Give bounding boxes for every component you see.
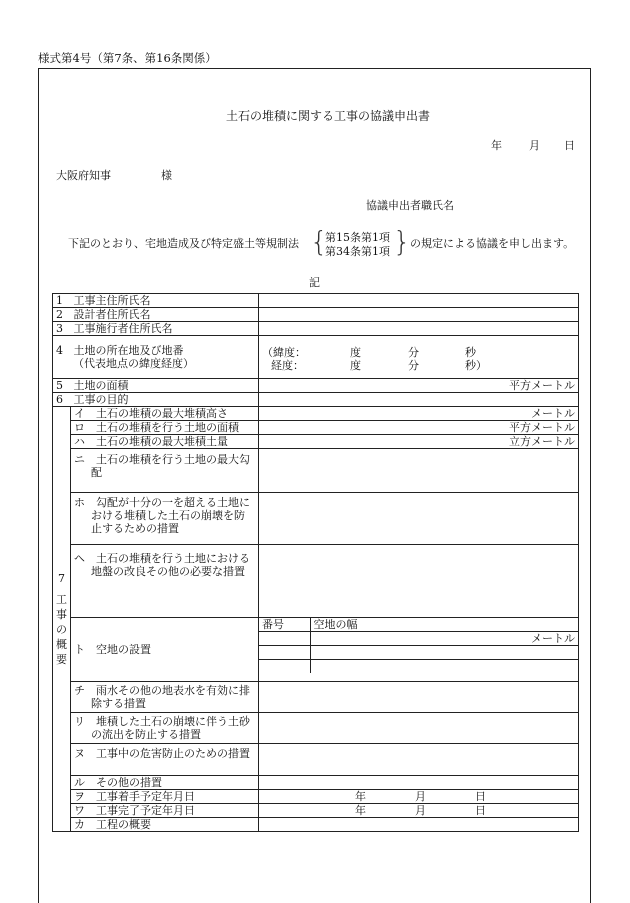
intro-text-post: の規定による協議を申し出ます。: [410, 237, 575, 250]
table-row: ワ 工事完了予定年月日 年 月 日: [53, 804, 579, 818]
vacant-width-cell[interactable]: [310, 660, 578, 674]
date-day: 日: [564, 139, 575, 152]
clause-a: 第15条第1項: [325, 231, 390, 244]
table-row: 7 工 事 の 概 要 イ 土石の堆積の最大堆積高さ メートル: [53, 407, 579, 421]
table-row: ヘ 土石の堆積を行う土地における地盤の改良その他の必要な措置: [53, 545, 579, 618]
page-title: 土石の堆積に関する工事の協議申出書: [226, 109, 431, 123]
col-width-header: 空地の幅: [310, 618, 578, 632]
item-label: 堆積した土石の崩壊に伴う土砂の流出を防止する措置: [91, 715, 250, 741]
application-table: [52, 293, 579, 832]
table-row: ホ 勾配が十分の一を超える土地における堆積した土石の崩壊を防止するための措置: [53, 493, 579, 545]
item-label: 土石の堆積の最大堆積高さ: [96, 407, 228, 420]
item-label: 工程の概要: [96, 818, 151, 831]
table-row: ト 空地の設置 番号 空地の幅 メートル: [53, 618, 579, 682]
row-sublabel: （代表地点の緯度経度）: [73, 357, 194, 370]
item-value[interactable]: [259, 776, 579, 790]
row-value[interactable]: [259, 322, 579, 336]
section7-label: 7 工 事 の 概 要: [53, 407, 71, 832]
item-label: 工事着手予定年月日: [96, 790, 195, 803]
end-date-value[interactable]: 年 月 日: [259, 804, 579, 818]
table-row: リ 堆積した土石の崩壊に伴う土砂の流出を防止する措置: [53, 713, 579, 744]
vacant-no-cell[interactable]: [259, 632, 310, 646]
table-row: 3 工事施行者住所氏名: [53, 322, 579, 336]
item-value[interactable]: [259, 818, 579, 832]
left-brace: {: [310, 225, 328, 258]
vacant-width-cell[interactable]: [310, 646, 578, 660]
right-brace: }: [393, 225, 411, 258]
item-label: その他の措置: [96, 776, 162, 789]
date-year: 年: [491, 139, 502, 152]
item-label: 土石の堆積の最大堆積土量: [96, 435, 228, 448]
item-value[interactable]: 立方メートル: [259, 435, 579, 449]
vacant-width-cell[interactable]: メートル: [310, 632, 578, 646]
item-label: 雨水その他の地表水を有効に排除する措置: [91, 684, 250, 710]
table-row: チ 雨水その他の地表水を有効に排除する措置: [53, 682, 579, 713]
form-number: 様式第4号（第7条、第16条関係）: [38, 51, 217, 65]
table-row: ロ 土石の堆積を行う土地の面積 平方メートル: [53, 421, 579, 435]
table-row: 6 工事の目的: [53, 393, 579, 407]
table-row: ニ 土石の堆積を行う土地の最大勾配: [53, 449, 579, 493]
item-value[interactable]: メートル: [259, 407, 579, 421]
item-value[interactable]: [259, 449, 579, 493]
row-label: 土地の所在地及び地番: [73, 344, 184, 357]
vacant-no-cell[interactable]: [259, 660, 310, 674]
item-label: 土石の堆積を行う土地における地盤の改良その他の必要な措置: [91, 552, 250, 578]
coordinates-value[interactable]: （緯度： 度 分 秒 経度： 度 分 秒）: [259, 336, 579, 379]
start-date-value[interactable]: 年 月 日: [259, 790, 579, 804]
table-row: ハ 土石の堆積の最大堆積土量 立方メートル: [53, 435, 579, 449]
col-number-header: 番号: [259, 618, 310, 632]
honorific: 様: [161, 169, 172, 182]
addressee: 大阪府知事: [56, 169, 111, 182]
item-label: 工事完了予定年月日: [96, 804, 195, 817]
vacant-land-grid: [259, 618, 579, 682]
item-value[interactable]: [259, 713, 579, 744]
intro-text-pre: 下記のとおり、宅地造成及び特定盛土等規制法: [68, 237, 299, 250]
date-month: 月: [529, 139, 540, 152]
clause-b: 第34条第1項: [325, 245, 390, 258]
applicant-label: 協議申出者職氏名: [366, 199, 454, 212]
table-row: ヲ 工事着手予定年月日 年 月 日: [53, 790, 579, 804]
item-value[interactable]: [259, 744, 579, 776]
table-row: 2 設計者住所氏名: [53, 308, 579, 322]
vacant-no-cell[interactable]: [259, 646, 310, 660]
table-row: 5 土地の面積 平方メートル: [53, 379, 579, 393]
item-label: 工事中の危害防止のための措置: [96, 747, 250, 760]
item-value[interactable]: [259, 545, 579, 618]
table-row: ル その他の措置: [53, 776, 579, 790]
row-label: 工事の目的: [73, 393, 129, 406]
row-label: 設計者住所氏名: [73, 308, 151, 321]
item-value[interactable]: [259, 493, 579, 545]
row-label: 工事主住所氏名: [73, 294, 151, 307]
row-value[interactable]: [259, 294, 579, 308]
item-value[interactable]: [259, 682, 579, 713]
item-label: 土石の堆積を行う土地の最大勾配: [91, 453, 250, 479]
item-label: 空地の設置: [96, 643, 151, 656]
table-row: 1 工事主住所氏名: [53, 294, 579, 308]
item-label: 土石の堆積を行う土地の面積: [96, 421, 239, 434]
row-value[interactable]: [259, 308, 579, 322]
ki-label: 記: [309, 276, 320, 289]
table-row: 4 土地の所在地及び地番 （代表地点の緯度経度） （緯度： 度 分 秒 経度： 度 分 秒）: [53, 336, 579, 379]
row-label: 土地の面積: [73, 379, 129, 392]
item-value[interactable]: 平方メートル: [259, 421, 579, 435]
item-label: 勾配が十分の一を超える土地における堆積した土石の崩壊を防止するための措置: [91, 496, 250, 535]
area-value[interactable]: 平方メートル: [259, 379, 579, 393]
table-row: カ 工程の概要: [53, 818, 579, 832]
row-value[interactable]: [259, 393, 579, 407]
row-label: 工事施行者住所氏名: [73, 322, 173, 335]
table-row: ヌ 工事中の危害防止のための措置: [53, 744, 579, 776]
